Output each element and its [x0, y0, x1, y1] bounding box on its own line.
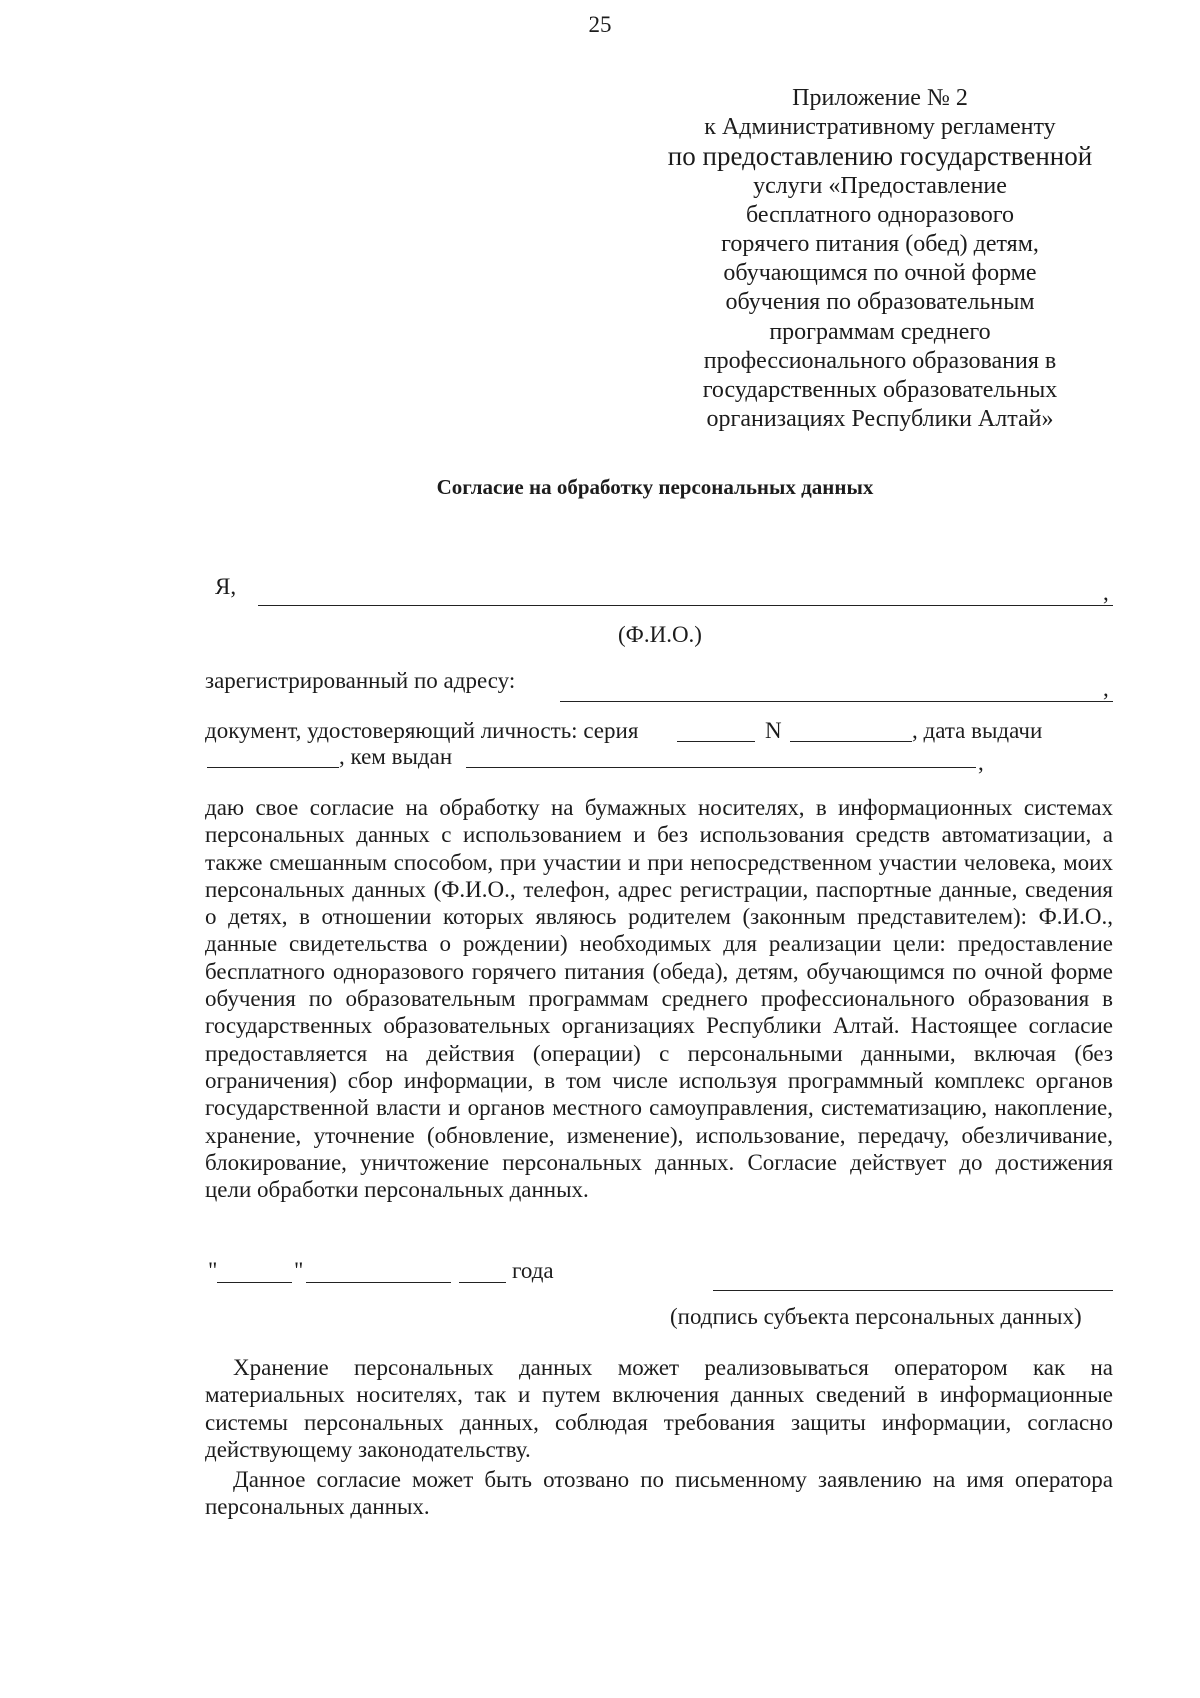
document-title: Согласие на обработку персональных данных [436, 475, 874, 499]
signature-caption: (подпись субъекта персональных данных) [670, 1304, 1082, 1329]
consent-text: даю свое согласие на обработку на бумажных носителях, в информационных системах персональных данных с использованием и без использования средств автоматизации, а также смешанным способом, при участии и при непосредственном участии человека, моих персональных данных (Ф.И.О., телефон, адрес регистрации, паспортные данные, сведения о детях, в отношении которых являюсь родителем (законным представителем): Ф.И.О., данные свидетельства о рождении) необходимых для реализации цели: предоставление бесплатного одноразового горячего питания (обеда), детям, обучающимся по очной форме обучения по образовательным программам среднего профессионального образования в государственных образовательных организациях Республики Алтай. Настоящее согласие предоставляется на действия (операции) с персональными данными, включая (без ограничения) сбор информации, в том числе используя программный комплекс органов государственной власти и органов местного самоуправления, систематизацию, накопление, хранение, уточнение (обновление, изменение), использование, передачу, обезличивание, блокирование, уничтожение персональных данных. Согласие действует до достижения цели обработки персональных данных. [205, 795, 1113, 1203]
document-series-field[interactable] [677, 741, 755, 742]
appendix-line: по предоставлению государственной [667, 141, 1093, 172]
appendix-line: обучения по образовательным [725, 289, 1035, 316]
document-number-field[interactable] [790, 741, 912, 742]
address-label: зарегистрированный по адресу: [205, 668, 516, 693]
appendix-line: Приложение № 2 [792, 85, 968, 111]
issued-by-field[interactable] [466, 767, 976, 768]
document-series-label: документ, удостоверяющий личность: серия [205, 718, 639, 743]
fio-hint: (Ф.И.О.) [618, 622, 702, 647]
document-number-label: N [765, 718, 782, 743]
appendix-line: программам среднего [769, 318, 991, 345]
page-number: 25 [588, 12, 612, 37]
date-year-field[interactable] [459, 1282, 506, 1283]
appendix-line: горячего питания (обед) детям, [721, 231, 1039, 258]
appendix-line: профессионального образования в [703, 347, 1057, 374]
appendix-line: к Административному регламенту [704, 114, 1056, 141]
i-label: Я, [215, 574, 237, 599]
storage-paragraph-text: Хранение персональных данных может реализовываться оператором как на материальных носителях, так и путем включения данных сведений в информационные системы персональных данных, соблюдая требования защиты информации, согласно действующему законодательству. [205, 1355, 1113, 1462]
appendix-header [660, 84, 1100, 434]
address-field[interactable] [560, 701, 1113, 702]
appendix-line: организациях Республики Алтай» [706, 406, 1054, 433]
date-month-field[interactable] [306, 1282, 451, 1283]
appendix-line: обучающимся по очной форме [723, 260, 1037, 287]
signature-field[interactable] [713, 1290, 1113, 1291]
issue-date-field[interactable] [207, 767, 339, 768]
issue-date-label: , дата выдачи [912, 718, 1043, 743]
date-year-label: года [512, 1258, 554, 1283]
appendix-line: бесплатного одноразового [746, 201, 1014, 228]
date-close-quote: " [294, 1258, 304, 1283]
storage-paragraph [205, 1354, 1113, 1463]
fio-field[interactable] [258, 605, 1113, 606]
issued-by-comma: , [978, 750, 984, 775]
address-comma: , [1103, 676, 1109, 701]
revocation-paragraph-text: Данное согласие может быть отозвано по письменному заявлению на имя оператора персональных данных. [205, 1467, 1113, 1520]
issued-by-label: , кем выдан [339, 744, 453, 769]
date-day-field[interactable] [217, 1282, 292, 1283]
revocation-paragraph [205, 1466, 1113, 1521]
date-open-quote: " [208, 1258, 218, 1283]
appendix-line: государственных образовательных [702, 377, 1058, 404]
fio-comma: , [1103, 580, 1109, 605]
appendix-line: услуги «Предоставление [753, 172, 1007, 199]
